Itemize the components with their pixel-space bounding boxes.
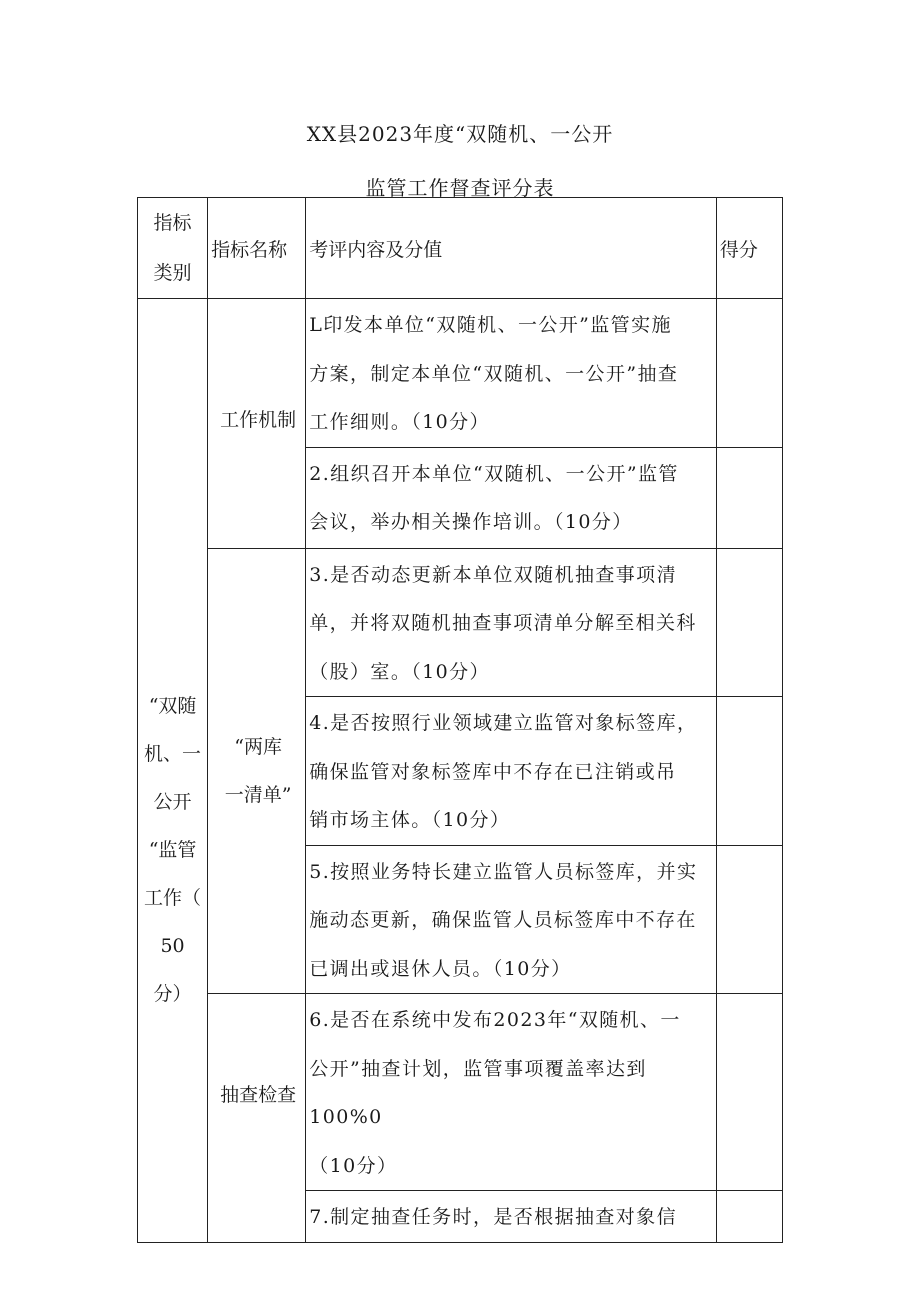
content-line: 5.按照业务特长建立监管人员标签库，并实 xyxy=(309,860,698,883)
category-line: 机、一 xyxy=(144,743,202,766)
score-cell[interactable] xyxy=(716,845,782,994)
content-line: 7.制定抽查任务时，是否根据抽查对象信 xyxy=(309,1206,677,1228)
category-line: “双随 xyxy=(148,695,197,718)
score-cell[interactable] xyxy=(716,299,782,448)
document-title-line-1: XX县2023年度“双随机、一公开 xyxy=(306,122,614,146)
content-cell xyxy=(306,994,717,1191)
table-row xyxy=(138,299,783,448)
score-cell[interactable] xyxy=(716,994,782,1191)
indicator-cell xyxy=(208,994,306,1243)
header-category-line: 类别 xyxy=(153,262,192,284)
content-line: （股）室。（10分） xyxy=(309,660,490,683)
score-cell[interactable] xyxy=(716,447,782,548)
content-line: 销市场主体。（10分） xyxy=(309,809,511,831)
content-line: 3.是否动态更新本单位双随机抽查事项清 xyxy=(309,563,677,586)
document-title-line-2: 监管工作督查评分表 xyxy=(365,176,555,200)
content-line: 公开”抽查计划，监管事项覆盖率达到100%0 xyxy=(309,1057,647,1128)
table-row xyxy=(138,994,783,1191)
indicator-line: 抽查检查 xyxy=(220,1084,297,1106)
content-cell xyxy=(306,299,717,448)
header-category xyxy=(138,198,208,299)
content-line: 4.是否按照行业领域建立监管对象标签库， xyxy=(309,712,698,734)
content-line: 工作细则。（10分） xyxy=(309,411,490,433)
content-cell xyxy=(306,447,717,548)
score-cell[interactable] xyxy=(716,548,782,697)
header-category-line: 指标 xyxy=(153,212,192,234)
content-line: （10分） xyxy=(309,1154,398,1177)
header-score: 得分 xyxy=(716,198,782,299)
content-line: 确保监管对象标签库中不存在已注销或吊 xyxy=(309,760,677,783)
content-cell xyxy=(306,697,717,846)
indicator-line: 工作机制 xyxy=(220,409,297,431)
score-cell[interactable] xyxy=(716,697,782,846)
indicator-cell xyxy=(208,299,306,549)
category-line: 工作（ xyxy=(144,887,202,910)
table-header-row xyxy=(138,198,783,299)
content-cell xyxy=(306,548,717,697)
content-line: 6.是否在系统中发布2023年“双随机、一 xyxy=(309,1009,681,1031)
category-line: 分） xyxy=(153,983,192,1006)
content-line: 单，并将双随机抽查事项清单分解至相关科 xyxy=(309,612,697,634)
content-cell xyxy=(306,845,717,994)
content-line: 会议，举办相关操作培训。（10分） xyxy=(309,511,633,533)
table-row xyxy=(138,548,783,697)
indicator-cell xyxy=(208,548,306,994)
content-line: 2.组织召开本单位“双随机、一公开”监管 xyxy=(309,462,679,485)
content-line: 施动态更新，确保监管人员标签库中不存在 xyxy=(309,909,697,931)
category-line: 50 xyxy=(160,935,185,958)
category-line: “监管 xyxy=(148,839,197,862)
score-cell[interactable] xyxy=(716,1191,782,1243)
indicator-line: “两库 xyxy=(234,735,283,758)
header-indicator-name: 指标名称 xyxy=(208,198,306,299)
header-content: 考评内容及分值 xyxy=(306,198,717,299)
category-line: 公开 xyxy=(153,791,192,814)
content-line: 已调出或退休人员。（10分） xyxy=(309,957,572,980)
content-line: L印发本单位“双随机、一公开”监管实施 xyxy=(309,314,672,336)
content-cell xyxy=(306,1191,717,1243)
indicator-line: 一清单” xyxy=(224,783,292,806)
scoring-table xyxy=(137,197,783,1243)
content-line: 方案，制定本单位“双随机、一公开”抽查 xyxy=(309,362,679,385)
category-cell xyxy=(138,299,208,1243)
